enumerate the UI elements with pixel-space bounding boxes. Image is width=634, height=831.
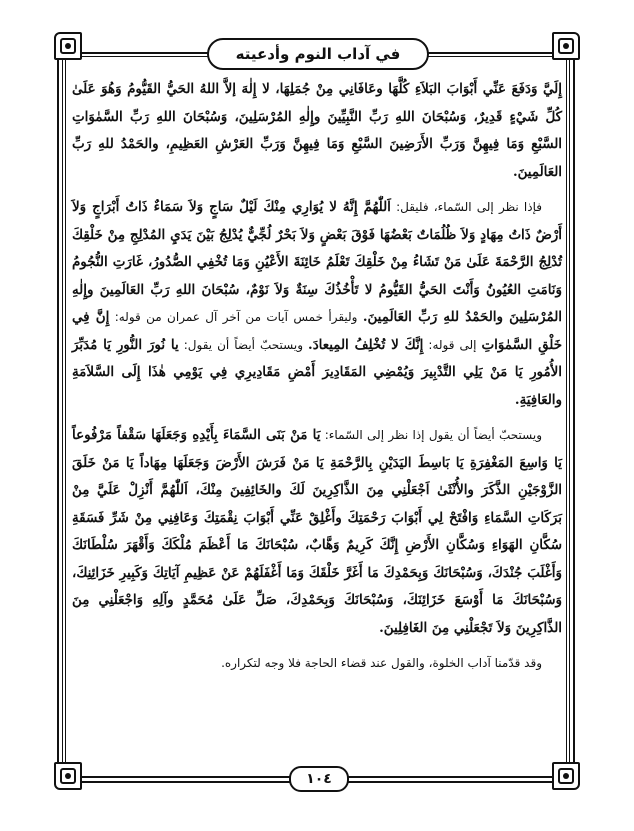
narrative-text: وليقرأ خمس آيات من آخر آل عمران من قوله: — [109, 310, 363, 324]
supplication-text: يا نُورَ النُّورِ يَا مُدَبِّرَ الأُمُورِ يَا مَنْ يَلِي التَّدْبِيرَ وَيُمْضِي المَقَادِيرَ أَمْضِ مَقَادِيرِي فِي يَوْمِي هٰذَا إِلَى السَّلاَمَةِ والعَافِيَةِ. — [72, 336, 562, 408]
supplication-text: إِلَيَّ وَدَفَعَ عَنِّي أَبْوَابَ البَلاَءِ كُلَّهَا وعَافَانِي مِنْ جُمَلِهَا، لا إِلٰهَ إلاَّ اللهُ الحَيُّ القَيُّومُ وَهُوَ عَلَىٰ كُلِّ شَيْءٍ قَدِيرٌ، وَسُبْحَانَ اللهِ رَبِّ النَّبِيِّينَ وإِلٰهِ المُرْسَلِينَ، وَسُبْحَانَ اللهِ رَبِّ السَّمٰوَاتِ السَّبْعِ وَمَا فِيهِنَّ وَرَبِّ الأَرَضِينَ السَّبْعِ وَمَا فِيهِنَّ وَرَبِّ العَرْشِ العَظِيمِ، والحَمْدُ للهِ رَبِّ العَالَمِينَ. — [72, 81, 562, 180]
page-number-badge — [289, 766, 349, 792]
paragraph — [72, 194, 562, 414]
paragraph — [72, 650, 562, 678]
paragraph — [72, 76, 562, 186]
ornament-corner-icon — [54, 762, 82, 790]
narrative-text: إلى قوله: — [423, 337, 482, 352]
narrative-text: وقد قدّمنا آداب الخلوة، والقول عند قضاء الحاجة فلا وجه لتكراره. — [221, 656, 542, 670]
running-header — [207, 38, 429, 70]
frame-right-rule-innermost — [566, 60, 567, 776]
page-body — [72, 76, 562, 678]
frame-right-rule — [573, 52, 575, 782]
chapter-title: في آداب النوم وأدعيته — [235, 45, 401, 63]
frame-left-rule-inner — [62, 56, 63, 777]
quran-verse: إِنَّ فِي خَلْقِ السَّمٰوَاتِ — [72, 309, 562, 353]
quran-verse: إِنَّكَ لا تُخْلِفُ المِيعادَ. — [308, 336, 424, 353]
frame-left-rule-innermost — [65, 60, 66, 774]
frame-right-rule-inner — [569, 56, 570, 779]
ornament-corner-icon — [54, 32, 82, 60]
paragraph — [72, 422, 562, 642]
narrative-text: فإذا نظر إلى السّماء، فليقل: — [390, 200, 542, 214]
supplication-text: اَللّٰهُمَّ إِنَّهُ لا يُوَارِي مِنْكَ لَيْلٌ سَاجٍ وَلاَ سَمَاءٌ ذَاتُ أَبْرَاجٍ وَلاَ أَرْضٌ ذَاتُ مِهَادٍ وَلاَ ظُلُمَاتٌ بَعْضُهَا فَوْقَ بَعْضٍ وَلاَ بَحْرٌ لُجِّيٌّ يُدْلِجُ بَيْنَ يَدَيِ المُدْلِجِ مِنْ خَلْقِكَ تُدْلِجُ الرَّحْمَةَ عَلَىٰ مَنْ تَشَاءُ مِنْ خَلْقِكَ تَعْلَمُ خَائِنَةَ الأَعْيُنِ وَمَا تُخْفِي الصُّدُورُ، غَارَتِ النُّجُومُ وَنَامَتِ العُيُونُ وَأَنْتَ الحَيُّ القَيُّومُ لا تَأْخُذُكَ سِنَةٌ وَلاَ نَوْمٌ، سُبْحَانَ اللهِ رَبِّ العَالَمِينَ وإِلٰهِ المُرْسَلِينَ والحَمْدُ للهِ رَبِّ العَالَمِينَ. — [72, 199, 562, 325]
supplication-text: يَا مَنْ بَنَى السَّمَاءَ بِأَيْدِهِ وَجَعَلَهَا سَقْفاً مَرْفُوعاً يَا وَاسِعَ المَغْفِرَةِ يَا بَاسِطَ اليَدَيْنِ بِالرَّحْمَةِ يَا مَنْ فَرَشَ الأَرْضَ وَجَعَلَهَا مِهَاداً يَا مَنْ خَلَقَ الزَّوْجَيْنِ الذَّكَرَ والأُنْثَىٰ اَجْعَلْنِي مِنَ الذَّاكِرِينَ لَكَ والخَائِفِينَ مِنْكَ، اَللّٰهُمَّ أَنْزِلْ عَلَيَّ مِنْ بَرَكَاتِ السَّمَاءِ وَافْتَحْ لِي أَبْوَابَ رَحْمَتِكَ وأَغْلِقْ عَنِّي أَبْوَابَ نِقْمَتِكَ وَعَافِنِي مِنْ شَرِّ فَسَقَةِ سُكَّانِ الهَوَاءِ وَسُكَّانِ الأَرْضِ إِنَّكَ كَرِيمٌ وَهَّابٌ، سُبْحَانَكَ مَا أَعْظَمَ مُلْكَكَ وَأَقْهَرَ سُلْطَانَكَ وَأَغْلَبَ جُنْدَكَ، وَسُبْحَانَكَ وَبِحَمْدِكَ مَا أَغَرَّ خَلْقَكَ وَمَا أَغْفَلَهُمْ عَنْ عَظِيمِ آيَاتِكَ وَكَبِيرِ خَزَائِنِكَ، وَسُبْحَانَكَ مَا أَوْسَعَ خَزَائِنَكَ، وَسُبْحَانَكَ وَبِحَمْدِكَ، صَلِّ عَلَىٰ مُحَمَّدٍ وآلِهِ وَاجْعَلْنِي مِنَ الذَّاكِرِينَ وَلاَ تَجْعَلْنِي مِنَ الغَافِلِينَ. — [72, 427, 562, 636]
ornament-corner-icon — [552, 762, 580, 790]
frame-left-rule — [57, 52, 59, 780]
narrative-text: ويستحبّ أيضاً أن يقول إذا نظر إلى السّماء: — [320, 428, 542, 442]
ornament-corner-icon — [552, 32, 580, 60]
narrative-text: ويستحبّ أيضاً أن يقول: — [178, 337, 309, 352]
page-number: ١٠٤ — [306, 771, 332, 787]
